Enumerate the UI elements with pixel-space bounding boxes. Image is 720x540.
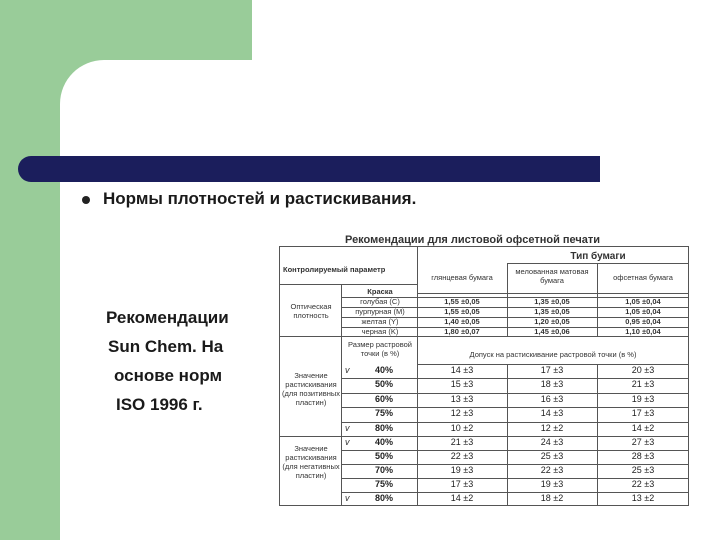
raster-percent: 60% (374, 393, 393, 404)
dilation-value: 17 ±3 (631, 408, 655, 419)
dilation-value: 16 ±3 (540, 393, 564, 404)
ink-name: желтая (Y) (361, 317, 399, 326)
dilation-value: 12 ±3 (450, 408, 474, 419)
param-header: Контролируемый параметр (283, 265, 386, 274)
side-note-line: ISO 1996 г. (116, 395, 203, 414)
density-value: 1,55 ±0,05 (444, 297, 480, 306)
dilation-value: 18 ±2 (540, 493, 564, 503)
density-value: 1,20 ±0,05 (534, 317, 570, 326)
table-grid-line (507, 263, 689, 264)
raster-percent: 80% (374, 422, 393, 433)
density-value: 1,35 ±0,05 (534, 297, 570, 306)
dilation-value: 22 ±3 (631, 479, 655, 489)
dilation-value: 14 ±3 (540, 408, 564, 419)
raster-size-label: Размер растровой точки (в %) (348, 340, 412, 358)
raster-percent: 70% (374, 465, 393, 475)
check-mark-icon: v (345, 493, 350, 503)
paper-col-glossy: глянцевая бумага (431, 273, 493, 282)
check-mark-icon: v (345, 365, 350, 375)
side-note (106, 303, 229, 419)
dilation-value: 27 ±3 (631, 437, 655, 447)
table-grid-line (417, 293, 689, 294)
dilation-value: 14 ±2 (450, 493, 474, 503)
table-grid-line (279, 246, 689, 247)
density-value: 1,10 ±0,04 (625, 327, 661, 336)
table-grid-line (279, 246, 280, 506)
check-mark-icon: v (345, 437, 350, 447)
dilation-value: 20 ±3 (631, 365, 655, 375)
table-title: Рекомендации для листовой офсетной печати (345, 234, 601, 246)
dilation-value: 21 ±3 (631, 379, 655, 390)
dilation-value: 13 ±2 (631, 493, 655, 503)
density-value: 1,05 ±0,04 (625, 297, 661, 306)
dilation-value: 28 ±3 (631, 451, 655, 461)
raster-percent: 40% (374, 437, 393, 447)
side-note-line: Рекомендации (106, 308, 229, 327)
density-value: 1,35 ±0,05 (534, 307, 570, 316)
density-value: 1,80 ±0,07 (444, 327, 480, 336)
group1-label: Значение растискивания (для позитивных пластин) (281, 371, 341, 407)
dilation-value: 18 ±3 (540, 379, 564, 390)
tolerance-label: Допуск на растискивание растровой точки (в %) (469, 350, 637, 359)
paper-type-header: Тип бумаги (570, 251, 626, 262)
paper-col-matte: мелованная матовая бумага (515, 267, 589, 285)
dilation-value: 14 ±2 (631, 422, 655, 433)
slide-heading: Нормы плотностей и растискивания. (103, 189, 417, 208)
paper-col-offset: офсетная бумага (613, 273, 673, 282)
ink-name: голубая (C) (360, 297, 400, 306)
density-value: 1,55 ±0,05 (444, 307, 480, 316)
raster-percent: 75% (374, 408, 393, 419)
ink-name: черная (K) (361, 327, 399, 336)
title-bar (18, 156, 600, 182)
density-table (279, 246, 689, 506)
optical-density-label: Оптическая плотность (290, 302, 332, 320)
dilation-value: 24 ±3 (540, 437, 564, 447)
dilation-value: 25 ±3 (540, 451, 564, 461)
raster-percent: 40% (374, 365, 393, 375)
dilation-value: 19 ±3 (540, 479, 564, 489)
dilation-value: 17 ±3 (540, 365, 564, 375)
raster-percent: 75% (374, 479, 393, 489)
dilation-value: 17 ±3 (450, 479, 474, 489)
raster-percent: 80% (374, 493, 393, 503)
dilation-value: 22 ±3 (540, 465, 564, 475)
dilation-value: 25 ±3 (631, 465, 655, 475)
dilation-value: 21 ±3 (450, 437, 474, 447)
table-grid-line (279, 284, 417, 285)
density-value: 1,05 ±0,04 (625, 307, 661, 316)
side-note-line: основе норм (114, 366, 223, 385)
dilation-value: 12 ±2 (540, 422, 564, 433)
dilation-value: 15 ±3 (450, 379, 474, 390)
raster-percent: 50% (374, 451, 393, 461)
paint-header: Краска (367, 287, 393, 296)
density-value: 1,40 ±0,05 (444, 317, 480, 326)
check-mark-icon: v (345, 422, 350, 433)
side-note-line: Sun Chem. На (108, 337, 224, 356)
dilation-value: 14 ±3 (450, 365, 474, 375)
group2-label: Значение растискивания (для негативных пластин) (282, 444, 340, 480)
density-value: 1,45 ±0,06 (534, 327, 570, 336)
dilation-value: 22 ±3 (450, 451, 474, 461)
dilation-value: 19 ±3 (450, 465, 474, 475)
dilation-value: 19 ±3 (631, 393, 655, 404)
density-value: 0,95 ±0,04 (625, 317, 661, 326)
ink-name: пурпурная (M) (355, 307, 405, 316)
dilation-value: 10 ±2 (450, 422, 474, 433)
raster-percent: 50% (374, 379, 393, 390)
bullet-icon (82, 196, 90, 204)
dilation-value: 13 ±3 (450, 393, 474, 404)
